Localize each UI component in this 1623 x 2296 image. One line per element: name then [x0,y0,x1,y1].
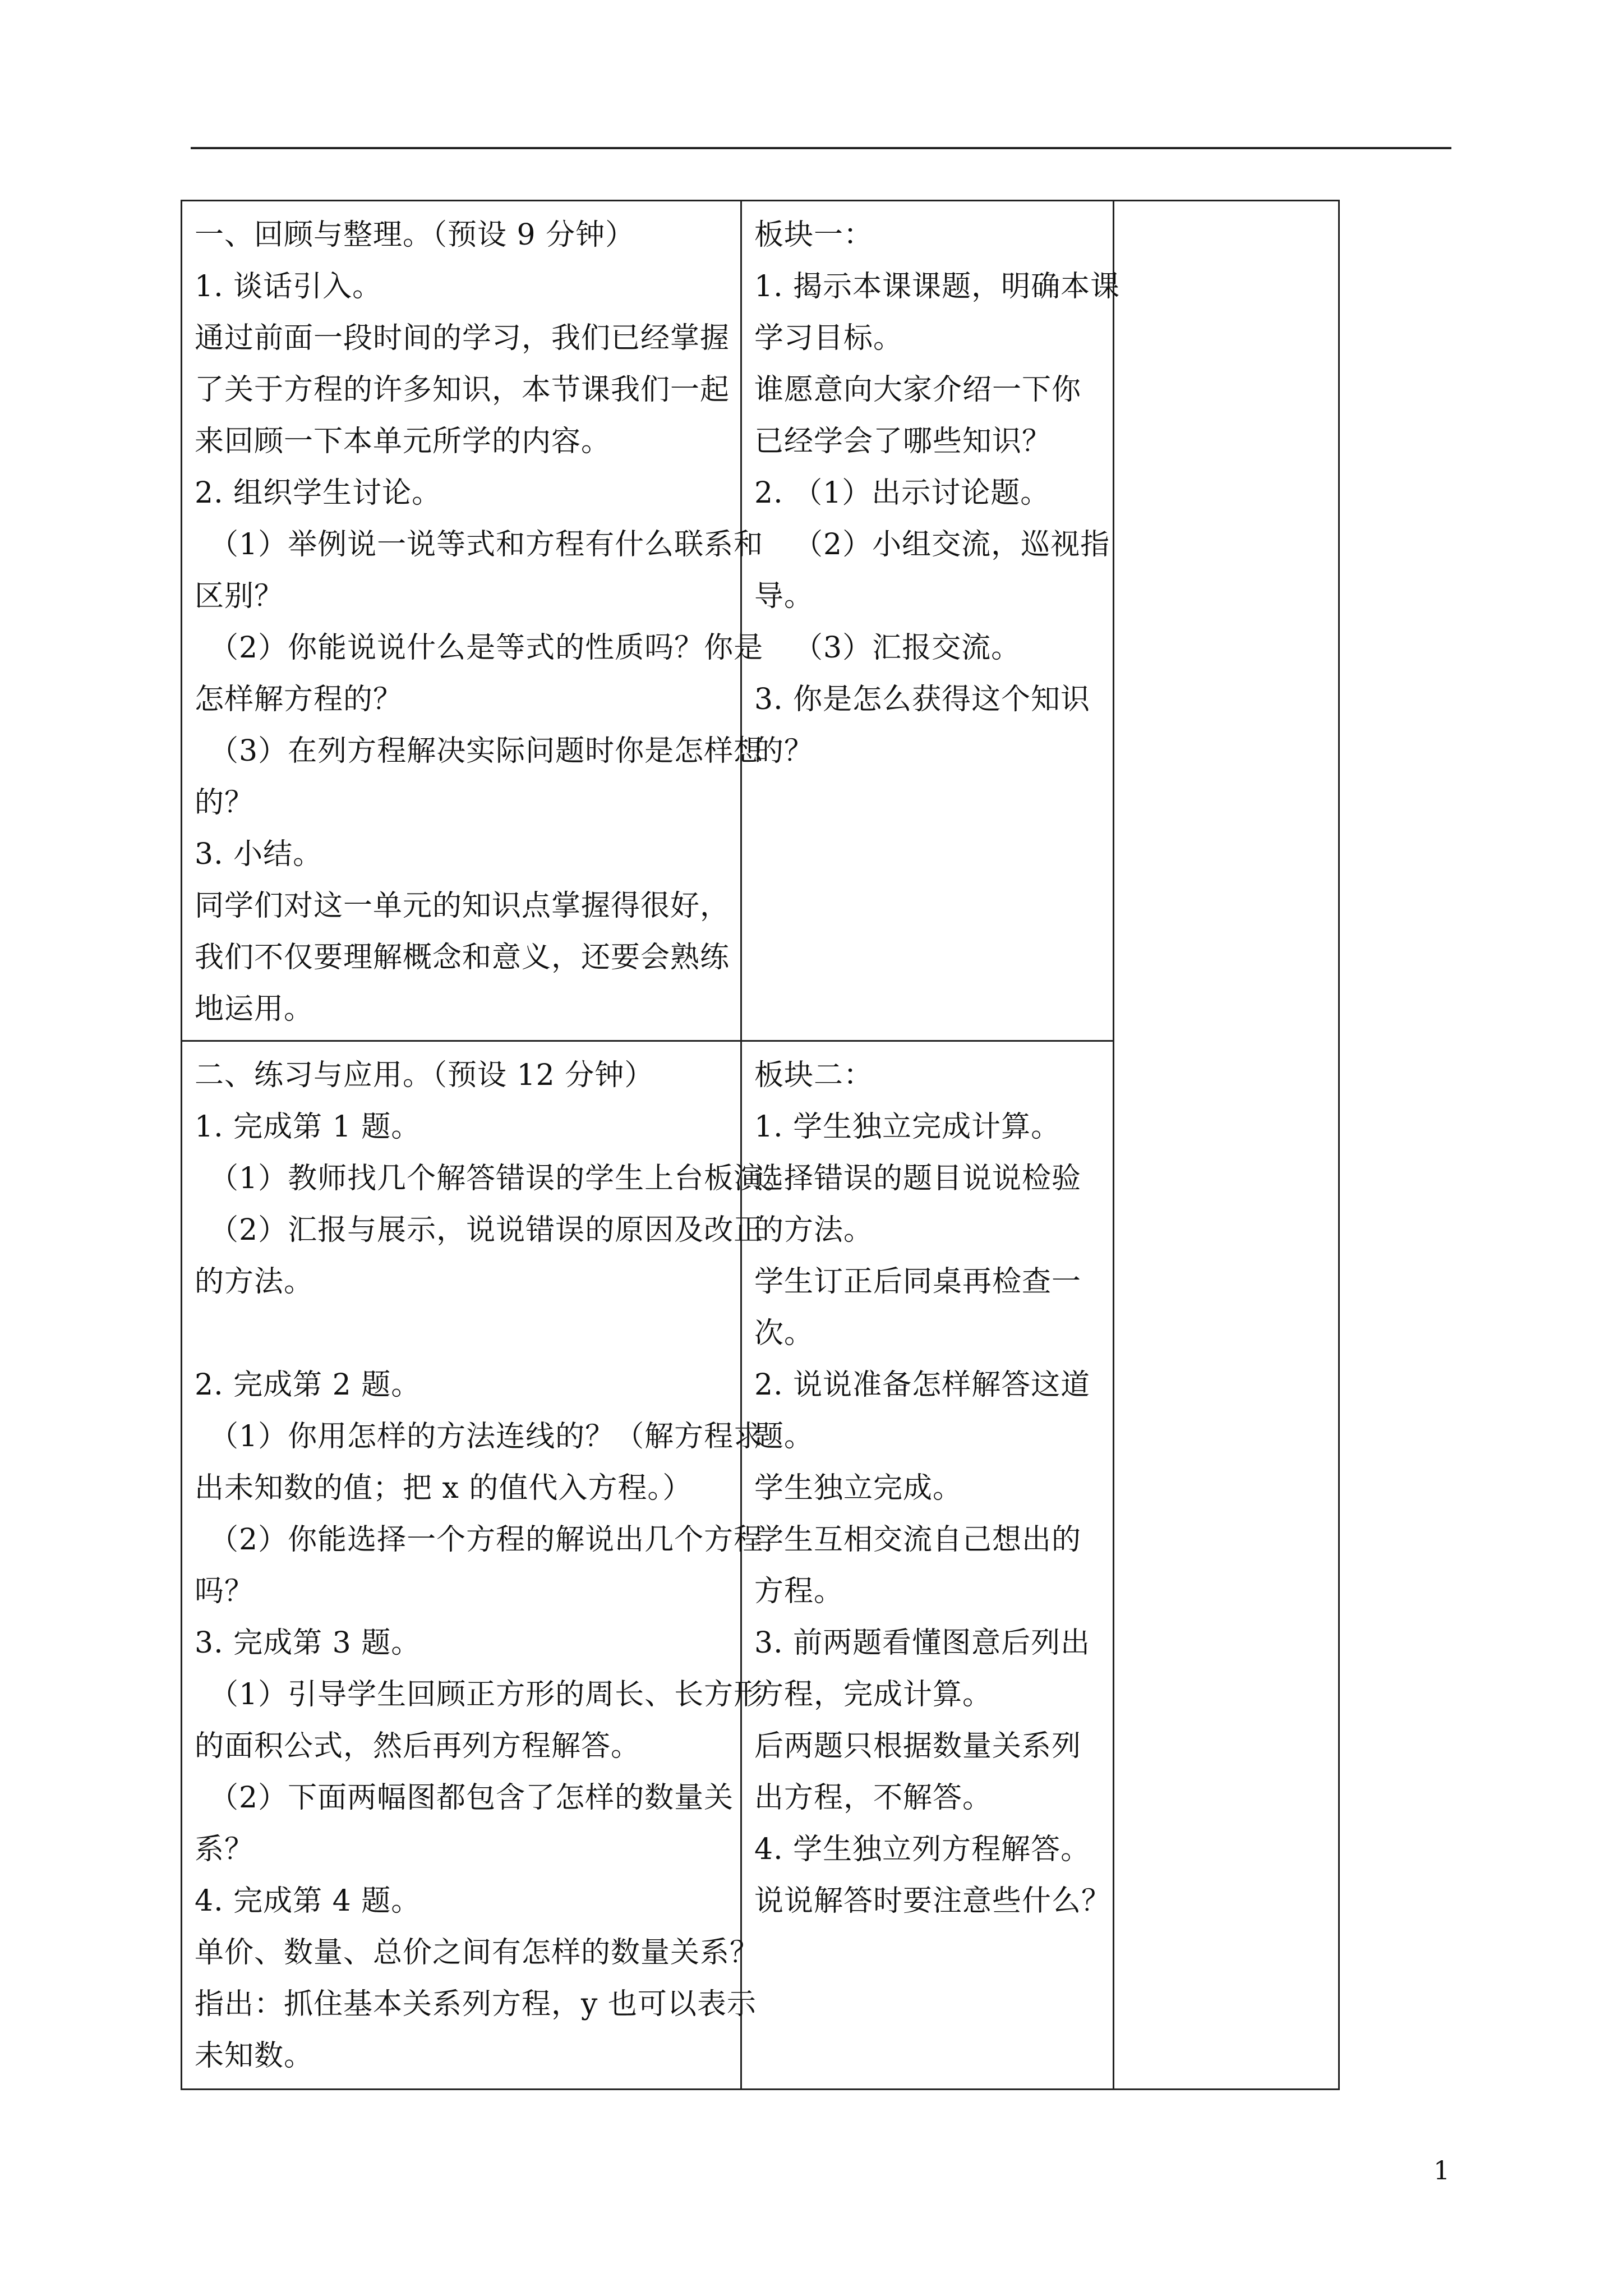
text-line: 题。 [754,1420,814,1454]
text-line: 1. 学生独立完成计算。 [754,1110,1061,1144]
teaching-process-cell [182,201,764,1041]
text-line: 1. 揭示本课课题，明确本课 [754,270,1121,303]
text-line: 的面积公式，然后再列方程解答。 [195,1729,641,1764]
text-line: 的？ [195,786,255,820]
text-line: 2. 说说准备怎样解答这道 [754,1368,1091,1402]
text-line: 4. 学生独立列方程解答。 [754,1833,1091,1867]
text-line: 方程，完成计算。 [754,1678,993,1712]
text-line: （3）汇报交流。 [794,631,1021,665]
text-line: （2）小组交流，巡视指 [794,528,1110,562]
text-line: 学生独立完成。 [754,1471,963,1506]
text-line: 3. 完成第 3 题。 [195,1626,421,1660]
text-line: 指出：抓住基本关系列方程，y 也可以表示 [195,1987,757,2022]
text-line: 学生订正后同桌再检查一 [754,1265,1082,1299]
text-line: （1）教师找几个解答错误的学生上台板演。 [209,1162,794,1196]
student-activity-cell [741,201,1121,1041]
text-line: 2. （1）出示讨论题。 [754,476,1050,510]
student-activity-cell [741,1041,1114,2090]
text-line [195,1308,728,1359]
text-line: （1）你用怎样的方法连线的？（解方程求 [209,1420,764,1454]
text-line: 出未知数的值；把 x 的值代入方程。） [195,1471,693,1506]
text-line: 后两题只根据数量关系列 [754,1729,1082,1764]
text-line: 2. 组织学生讨论。 [195,476,442,510]
notes-cell [1114,201,1339,2090]
text-line: 通过前面一段时间的学习，我们已经掌握 [195,321,730,355]
text-line: （2）你能选择一个方程的解说出几个方程 [209,1523,764,1557]
text-line: 1. 谈话引入。 [195,270,382,303]
text-line: 了关于方程的许多知识，本节课我们一起 [195,373,730,407]
page-number: 1 [1433,2155,1450,2185]
text-line: 一、回顾与整理。（预设 9 分钟） [195,218,635,252]
text-line: 未知数。 [195,2039,314,2073]
text-line: 吗？ [195,1575,255,1609]
lesson-plan-table [181,200,1340,2090]
text-line: （1）引导学生回顾正方形的周长、长方形 [209,1678,764,1712]
text-line: 的方法。 [195,1265,314,1299]
text-line: 板块二： [754,1059,874,1093]
text-line: 方程。 [754,1575,844,1609]
text-line: 次。 [754,1317,814,1351]
header-rule [191,147,1451,149]
text-line: 导。 [754,579,814,613]
text-line: 系？ [195,1833,255,1867]
table-row [182,201,1339,1041]
text-line: 说说解答时要注意些什么？ [754,1884,1112,1918]
text-line: 出方程，不解答。 [754,1781,993,1815]
text-line: 3. 你是怎么获得这个知识 [754,683,1091,716]
text-line: （2）下面两幅图都包含了怎样的数量关 [209,1781,734,1815]
text-line: 我们不仅要理解概念和意义，还要会熟练 [195,941,730,974]
text-line: 来回顾一下本单元所学的内容。 [195,425,611,458]
text-line: 区别？ [195,579,284,613]
text-line: 4. 完成第 4 题。 [195,1884,421,1918]
text-line: 的？ [754,734,814,768]
text-line: 2. 完成第 2 题。 [195,1368,421,1402]
teaching-process-cell [182,1041,794,2090]
text-line: 谁愿意向大家介绍一下你 [754,373,1082,407]
text-line: 板块一： [754,218,874,252]
text-line: （3）在列方程解决实际问题时你是怎样想 [209,734,764,768]
text-line: 3. 小结。 [195,838,323,871]
text-line: （1）举例说一说等式和方程有什么联系和 [209,528,764,562]
text-line: 1. 完成第 1 题。 [195,1110,421,1144]
text-line: 学习目标。 [754,321,903,355]
text-line: 同学们对这一单元的知识点掌握得很好， [195,889,730,923]
text-line: 学生互相交流自己想出的 [754,1523,1082,1557]
text-line: （2）汇报与展示，说说错误的原因及改正 [209,1213,764,1248]
text-line: 单价、数量、总价之间有怎样的数量关系？ [195,1936,760,1970]
text-line: 怎样解方程的？ [195,683,403,716]
text-line: 地运用。 [195,992,314,1026]
text-line: 选择错误的题目说说检验 [754,1162,1082,1196]
text-line: 已经学会了哪些知识？ [754,425,1052,458]
text-line: 二、练习与应用。（预设 12 分钟） [195,1059,654,1093]
text-line: 3. 前两题看懂图意后列出 [754,1626,1091,1660]
text-line: 的方法。 [754,1213,874,1248]
text-line: （2）你能说说什么是等式的性质吗？你是 [209,631,764,665]
